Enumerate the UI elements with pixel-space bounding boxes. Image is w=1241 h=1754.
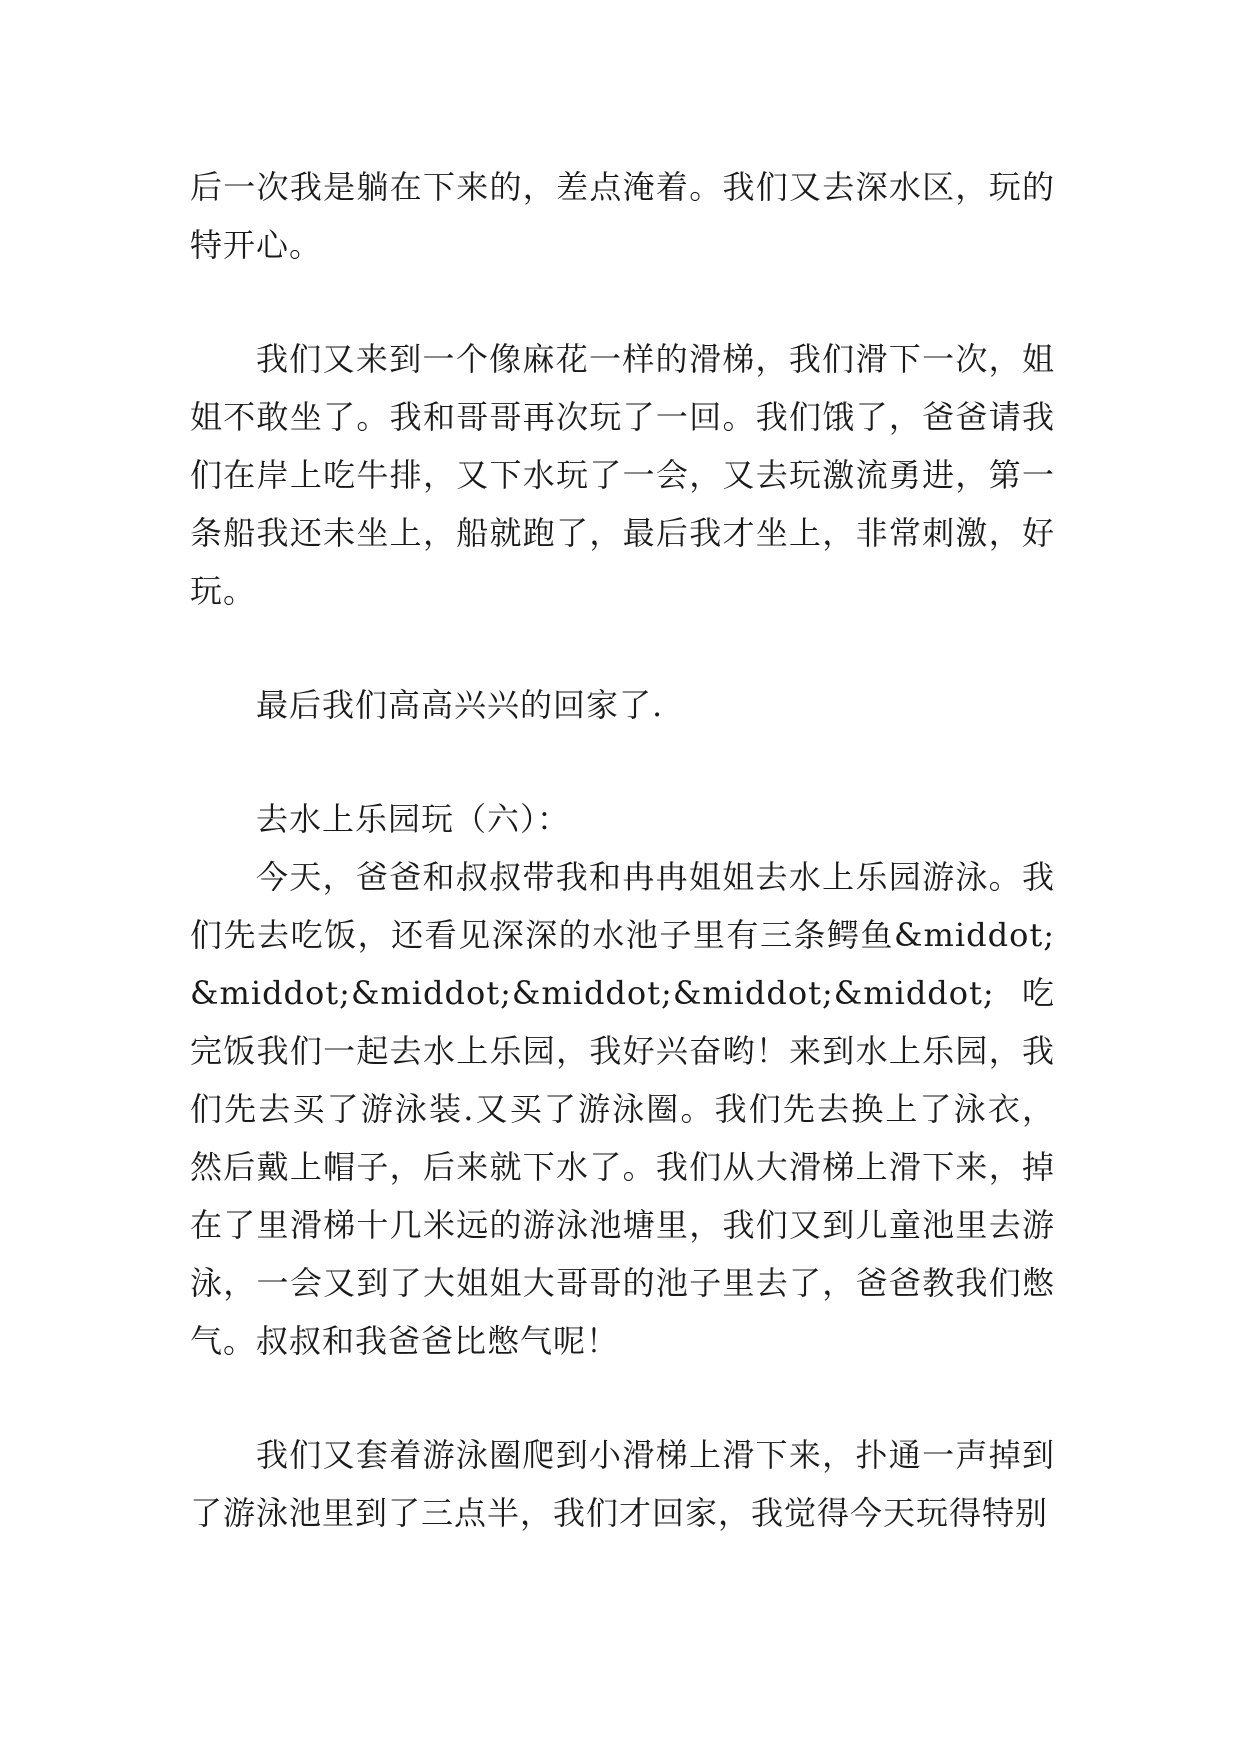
paragraph-continued: 后一次我是躺在下来的，差点淹着。我们又去深水区，玩的特开心。 (190, 168, 1055, 264)
paragraph-small-slide: 我们又套着游泳圈爬到小滑梯上滑下来，扑通一声掉到了游泳池里到了三点半，我们才回家，我觉得今天玩得特别 (190, 1436, 1055, 1532)
section-heading: 去水上乐园玩（六）： (256, 800, 571, 838)
paragraph-going-home: 最后我们高高兴兴的回家了. (256, 686, 664, 724)
paragraph-today: 今天，爸爸和叔叔带我和冉冉姐姐去水上乐园游泳。我们先去吃饭，还看见深深的水池子里有三条鳄鱼&middot;&middot;&middot;&middot;&middot;&middot; 吃完饭我们一起去水上乐园，我好兴奋哟！来到水上乐园，我们先去买了游泳装.又买了游泳圈。我们先去换上了泳衣，然后戴上帽子，后来就下水了。我们从大滑梯上滑下来，掉在了里滑梯十几米远的游泳池塘里，我们又到儿童池里去游泳，一会又到了大姐姐大哥哥的池子里去了，爸爸教我们憋气。叔叔和我爸爸比憋气呢！ (190, 858, 1055, 1360)
paragraph-slide: 我们又来到一个像麻花一样的滑梯，我们滑下一次，姐姐不敢坐了。我和哥哥再次玩了一回。我们饿了，爸爸请我们在岸上吃牛排，又下水玩了一会，又去玩激流勇进，第一条船我还未坐上，船就跑了，最后我才坐上，非常刺激，好玩。 (190, 340, 1055, 610)
